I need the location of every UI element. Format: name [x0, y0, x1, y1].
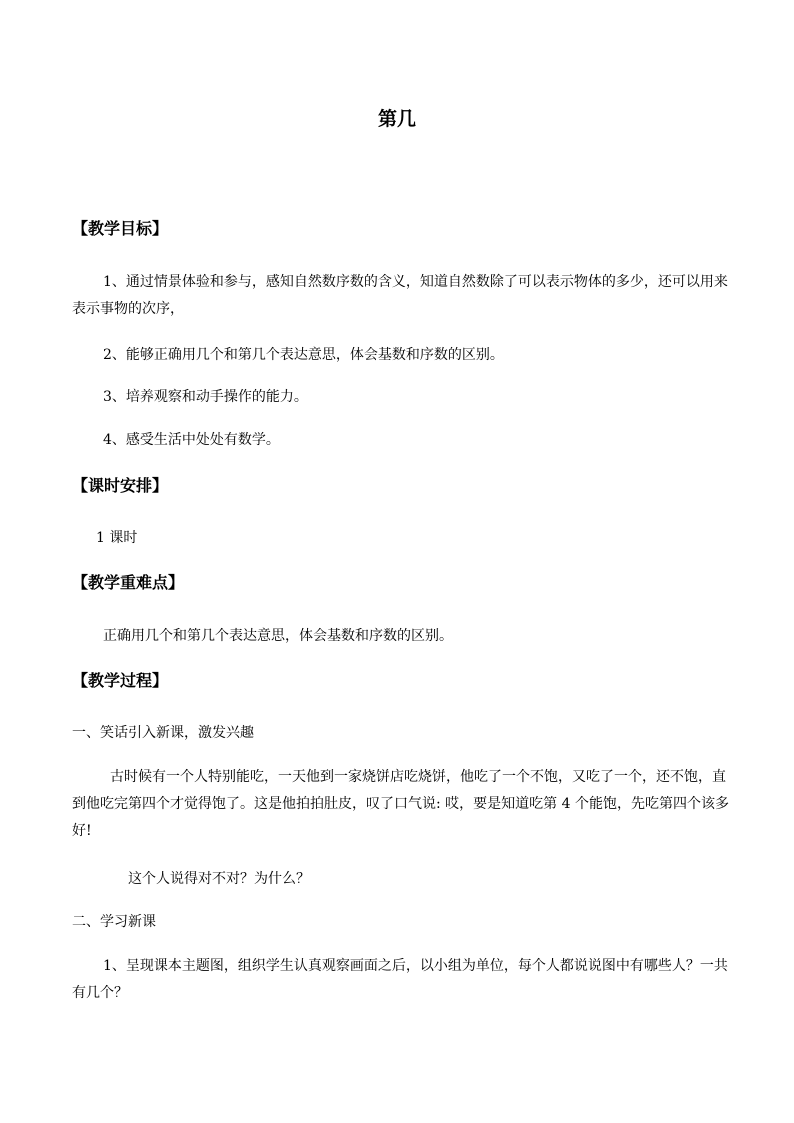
keypoints-heading: 【教学重难点】	[72, 573, 185, 592]
step1-paragraph: 1、呈现课本主题图，组织学生认真观察画面之后，以小组为单位，每个人都说说图中有哪些人？一共有几个？	[72, 958, 728, 1001]
schedule-heading: 【课时安排】	[72, 476, 169, 495]
goal-item-1: 1、通过情景体验和参与，感知自然数序数的含义，知道自然数除了可以表示物体的多少，还可以用来表示事物的次序，	[72, 274, 728, 317]
question-text: 这个人说得对不对？为什么？	[128, 871, 310, 887]
keypoints-text: 正确用几个和第几个表达意思，体会基数和序数的区别。	[103, 628, 453, 644]
part2-title: 二、学习新课	[72, 914, 156, 930]
goal-item-2: 2、能够正确用几个和第几个表达意思，体会基数和序数的区别。	[103, 347, 504, 363]
process-heading: 【教学过程】	[72, 671, 169, 690]
goal-item-3: 3、培养观察和动手操作的能力。	[103, 389, 308, 405]
page-title: 第几	[377, 108, 416, 130]
goals-heading: 【教学目标】	[72, 219, 169, 238]
part1-title: 一、笑话引入新课，激发兴趣	[72, 725, 254, 741]
schedule-text: 1 课时	[96, 530, 138, 546]
story-paragraph: 古时候有一个人特别能吃，一天他到一家烧饼店吃烧饼，他吃了一个不饱，又吃了一个，还不饱，直到他吃完第四个才觉得饱了。这是他拍拍肚皮，叹了口气说: 哎，要是知道吃第 4 个能饱，先吃第四个该多好!	[72, 769, 729, 839]
goal-item-4: 4、感受生活中处处有数学。	[103, 432, 280, 448]
